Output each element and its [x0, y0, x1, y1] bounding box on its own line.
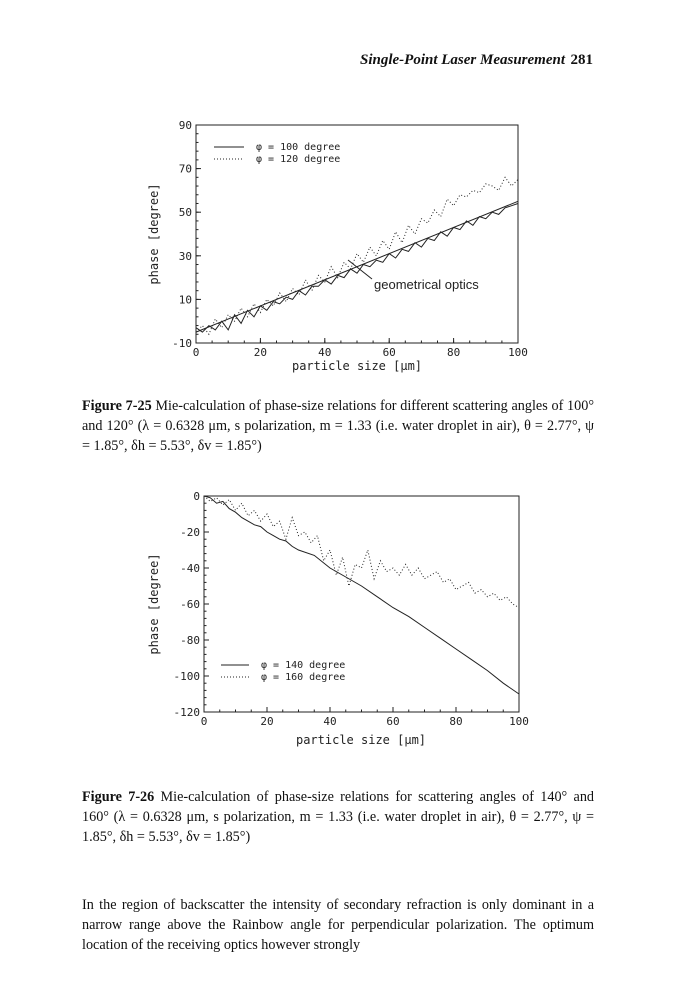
legend: [221, 660, 345, 683]
legend-label-phi-100: φ = 100 degree: [256, 142, 341, 153]
x-tick-label: 20: [253, 346, 268, 359]
legend-label-phi-120: φ = 120 degree: [256, 154, 341, 165]
x-tick-label: 0: [200, 715, 208, 728]
series-line-160-degree: [204, 496, 519, 608]
y-tick-label: 30: [178, 249, 192, 263]
legend-label-phi-160: φ = 160 degree: [261, 672, 346, 683]
x-tick-label: 40: [323, 715, 337, 728]
y-tick-label: 10: [178, 293, 192, 307]
series-line-140-degree: [204, 496, 519, 694]
y-tick-label: -100: [173, 670, 200, 683]
page-number: 281: [570, 52, 593, 68]
x-axis-label: particle size [μm]: [295, 733, 427, 747]
x-tick-label: 60: [382, 346, 396, 359]
x-tick-label: 100: [508, 346, 528, 359]
running-title: Single-Point Laser Measurement: [359, 52, 565, 68]
y-tick-label: 50: [178, 206, 192, 220]
series-line-120-degree: [196, 177, 518, 334]
y-tick-label: -80: [180, 634, 200, 647]
y-tick-label: -40: [180, 562, 200, 575]
y-tick-label: -20: [180, 526, 200, 539]
y-axis-label: phase [degree]: [147, 553, 161, 655]
caption-label: Figure 7-26: [82, 789, 155, 805]
x-tick-label: 40: [318, 346, 332, 359]
running-header: [0, 52, 675, 76]
y-tick-label: -120: [173, 706, 200, 719]
y-tick-label: 90: [178, 119, 192, 132]
x-tick-label: 60: [386, 715, 400, 728]
caption-text: Mie-calculation of phase-size relations for scattering angles of 140° and 160° (λ = 0.6328 μm, s polarization, m = 1.33 (i.e. water droplet in air), θ = 2.77°, ψ = 1.85°, δh = 5.53°, δv = 1.85°): [82, 789, 595, 845]
y-tick-label: -60: [180, 598, 200, 611]
y-tick-label: -10: [172, 337, 192, 350]
x-tick-label: 80: [449, 715, 463, 728]
figure-7-25-chart: [0, 108, 675, 378]
y-tick-label: 0: [193, 490, 200, 503]
x-tick-label: 0: [192, 346, 200, 359]
y-tick-label: 70: [178, 162, 192, 176]
x-axis-label: particle size [μm]: [291, 359, 423, 373]
figure-7-26-chart: [0, 482, 675, 767]
legend-label-phi-140: φ = 140 degree: [261, 660, 346, 671]
x-tick-label: 20: [260, 715, 274, 728]
caption-label: Figure 7-25: [82, 398, 152, 414]
legend: [214, 142, 340, 165]
plot-frame: [196, 125, 518, 343]
x-tick-label: 80: [446, 346, 461, 359]
x-tick-label: 100: [509, 715, 529, 728]
figure-7-25-caption: [82, 396, 594, 456]
y-axis-label: phase [degree]: [147, 183, 161, 285]
caption-text: Mie-calculation of phase-size relations for different scattering angles of 100° and 120° (λ = 0.6328 μm, s polarization, m = 1.33 (i.e. water droplet in air), θ = 2.77°, ψ = 1.85°, δh = 5.53°, δv = 1.85°): [82, 398, 594, 454]
body-paragraph: In the region of backscatter the intensity of secondary refraction is only dominant in a narrow range above the Rainbow angle for perpendicular polarization. The optimum location of the receiving optics however strongly: [82, 897, 594, 953]
plot-frame: [204, 496, 519, 712]
figure-7-26-caption: [82, 787, 594, 847]
annotation-geometrical-optics: geometrical optics: [374, 277, 479, 292]
